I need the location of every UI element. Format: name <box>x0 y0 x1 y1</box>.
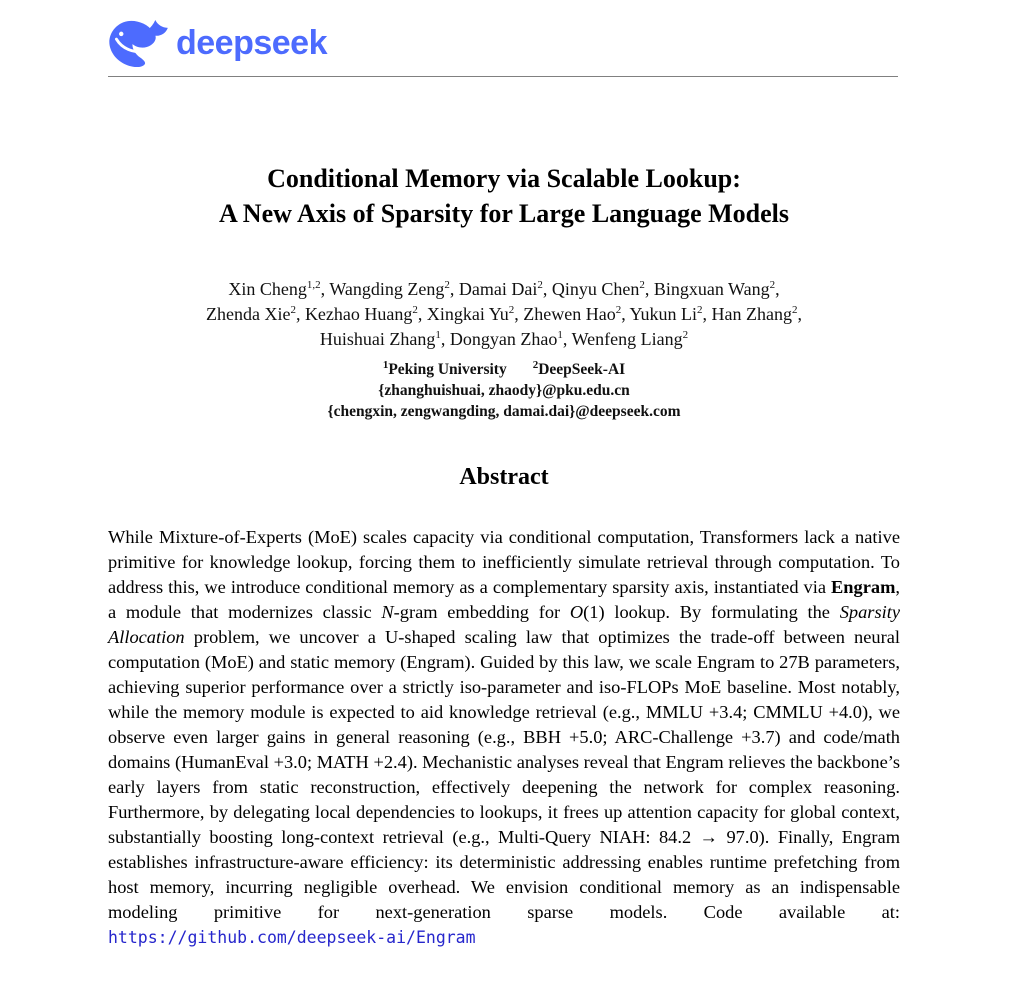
affiliation-superscript: 1 <box>382 358 389 371</box>
author-superscript: 2 <box>444 279 450 291</box>
author-superscript: 1,2 <box>306 279 321 291</box>
author-name: Bingxuan Wang <box>653 279 770 299</box>
abstract-text-segment: Engram <box>831 577 896 597</box>
affiliation-line <box>108 359 900 380</box>
paper-title <box>108 161 900 231</box>
deepseek-wordmark: deepseek <box>176 24 327 62</box>
abstract-text-segment: N <box>381 602 394 622</box>
abstract-text-segment: While Mixture-of-Experts (MoE) scales capacity via conditional computation, Transformers lack a native primitive for knowledge lookup, forcing them to inefficiently simulate retrieval through computation. To address this, we introduce conditional memory as a complementary sparsity axis, instantiated via <box>108 527 900 597</box>
author-superscript: 2 <box>697 304 703 316</box>
author-superscript: 1 <box>557 329 563 341</box>
author-line: Zhenda Xie$^2$, Kezhao Huang$^2$, Xingkai Yu$^2$, Zhewen Hao$^2$, Yukun Li$^2$, Han Zhang$^2$, <box>205 304 803 324</box>
abstract-text-segment: O <box>569 602 584 622</box>
abstract-text-segment: (1) lookup. By formulating the <box>583 602 840 622</box>
author-list <box>108 277 900 352</box>
author-line: Huishuai Zhang$^1$, Dongyan Zhao$^1$, Wenfeng Liang$^2$ <box>319 329 689 349</box>
author-name: Wenfeng Liang <box>571 329 683 349</box>
paper-title-line1: Conditional Memory via Scalable Lookup: <box>267 164 741 193</box>
author-name: Dongyan Zhao <box>449 329 558 349</box>
author-superscript: 2 <box>769 279 776 291</box>
author-name: Xin Cheng <box>228 279 307 299</box>
email-line: {zhanghuishuai, zhaody}@pku.edu.cn <box>378 382 630 399</box>
email-lines <box>108 380 900 422</box>
paper-title-line2: A New Axis of Sparsity for Large Language Models <box>218 199 790 228</box>
affiliation-superscript: 2 <box>532 358 539 371</box>
author-name: Wangding Zeng <box>329 279 445 299</box>
author-name: Zhewen Hao <box>523 304 616 324</box>
abstract-text-segment: Sparsity Allocation <box>108 602 900 647</box>
author-name: Han Zhang <box>711 304 793 324</box>
abstract-text-segment: -gram embedding for <box>393 602 570 622</box>
author-name: Yukun Li <box>629 304 698 324</box>
affiliation-name: DeepSeek-AI <box>538 361 626 378</box>
page-header <box>108 0 900 77</box>
author-superscript: 2 <box>290 304 296 316</box>
abstract-text-segment: , a module that modernizes classic <box>108 577 900 622</box>
author-superscript: 1 <box>435 329 441 341</box>
author-superscript: 2 <box>537 279 543 291</box>
author-name: Kezhao Huang <box>304 304 413 324</box>
header-divider <box>108 76 898 77</box>
author-line: Xin Cheng$^{1,2}$, Wangding Zeng$^2$, Damai Dai$^2$, Qinyu Chen$^2$, Bingxuan Wang$^2$, <box>228 279 780 299</box>
abstract-body <box>108 525 900 950</box>
abstract-text-segment: problem, we uncover a U-shaped scaling law that optimizes the trade-off between neural computation (MoE) and static memory (Engram). Guided by this law, we scale Engram to 27B parameters, achieving superior performance over a strictly iso-parameter and iso-FLOPs MoE baseline. Most notably, while the memory module is expected to aid knowledge retrieval (e.g., MMLU +3.4; CMMLU +4.0), we observe even larger gains in general reasoning (e.g., BBH +5.0; ARC-Challenge +3.7) and code/math domains (HumanEval +3.0; MATH +2.4). Mechanistic analyses reveal that Engram relieves the backbone’s early layers from static reconstruction, effectively deepening the network for complex reasoning. Furthermore, by delegating local dependencies to lookups, it frees up attention capacity for global context, substantially boosting long-context retrieval (e.g., Multi-Query NIAH: 84.2 → 97.0). Finally, Engram establishes infrastructure-aware efficiency: its deterministic addressing enables runtime prefetching from host memory, incurring negligible overhead. We envision conditional memory as an indispensable modeling primitive for next-generation sparse models. Code available at: <box>108 627 900 922</box>
deepseek-logo <box>108 18 900 68</box>
page-content <box>108 0 900 950</box>
abstract-heading: Abstract <box>459 464 549 490</box>
author-superscript: 2 <box>792 304 798 316</box>
author-name: Qinyu Chen <box>551 279 640 299</box>
author-name: Damai Dai <box>458 279 538 299</box>
author-name: Huishuai Zhang <box>319 329 436 349</box>
email-line: {chengxin, zengwangding, damai.dai}@deepseek.com <box>327 403 681 420</box>
author-superscript: 2 <box>508 304 515 316</box>
author-superscript: 2 <box>615 304 622 316</box>
author-superscript: 2 <box>682 329 689 341</box>
author-name: Xingkai Yu <box>426 304 509 324</box>
affiliation-name: Peking University <box>388 361 507 378</box>
deepseek-whale-icon <box>108 19 170 67</box>
code-repo-link[interactable]: https://github.com/deepseek-ai/Engram <box>108 928 476 947</box>
author-superscript: 2 <box>412 304 418 316</box>
author-name: Zhenda Xie <box>205 304 291 324</box>
author-superscript: 2 <box>639 279 645 291</box>
